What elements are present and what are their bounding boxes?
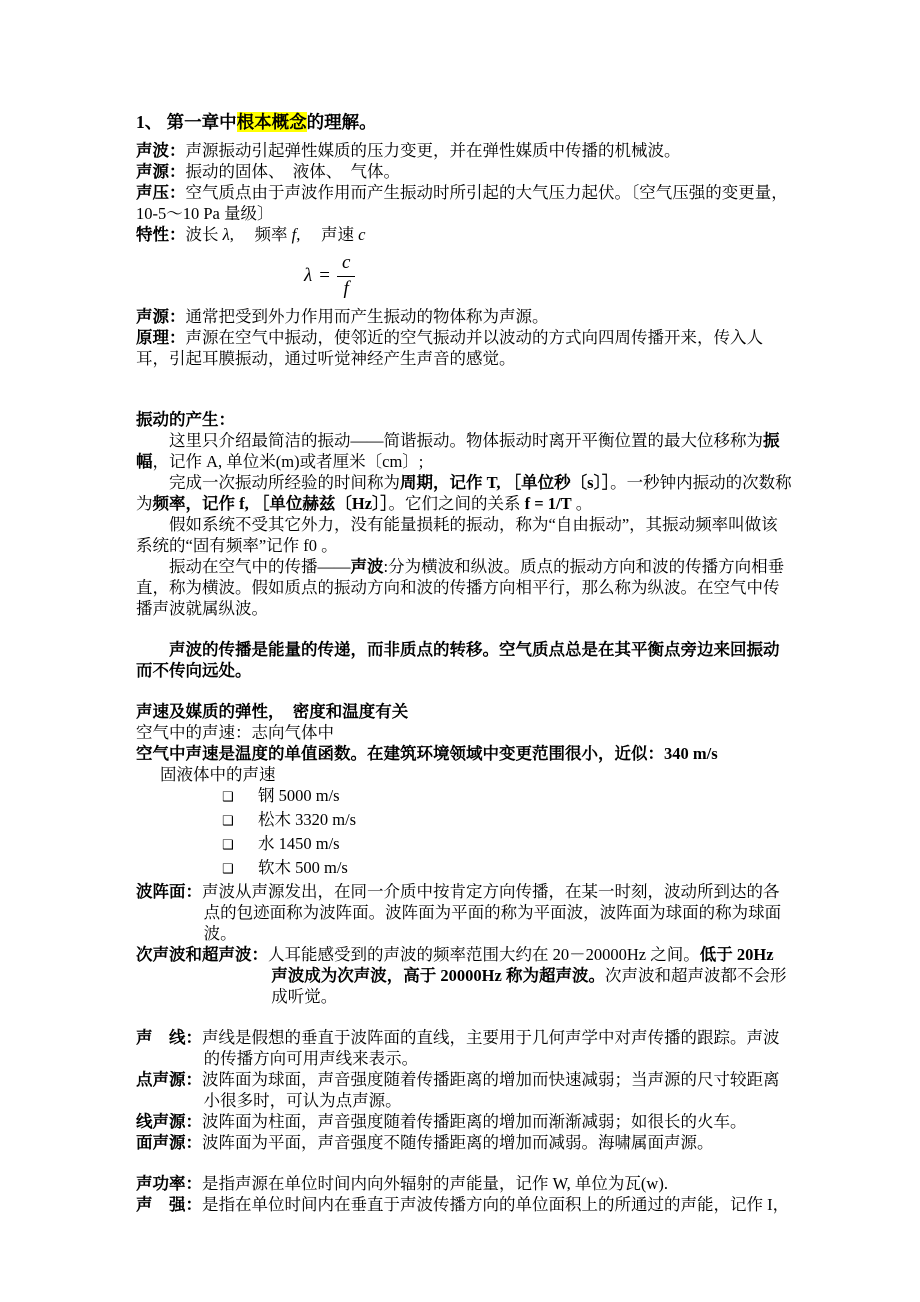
paragraph [136, 1173, 794, 1194]
paragraph [136, 327, 794, 369]
paragraph [136, 182, 794, 224]
fraction-numerator: c [337, 253, 355, 277]
text-run: 原理： [136, 327, 186, 347]
text-run: :分为横波和纵波。质点的振动方向和波的传播方向相垂直，称为横波。假如质点的振动方向和波的传播方向相平行，那么称为纵波。在空气中传播声波就属纵波。 [136, 556, 785, 618]
text-run: 线声源： [136, 1111, 202, 1131]
text-run: 周期，记作 T, ［单位秒〔s〕］ [400, 472, 611, 492]
paragraph [136, 1111, 794, 1132]
text-run: 声压： [136, 183, 186, 202]
spacer [136, 389, 794, 409]
text-run: 波阵面为球面，声音强度随着传播距离的增加而快速减弱；当声源的尺寸较距离小很多时，可认为点声源。 [202, 1069, 780, 1110]
text-run: 振动的产生： [136, 409, 235, 429]
spacer [136, 619, 794, 639]
text-run: 次声波和超声波都不会形成听觉。 [271, 965, 787, 1006]
text-run: 空气中的声速：志向气体中 [136, 722, 334, 742]
text-run: 次声波和超声波： [136, 944, 268, 964]
text-run: 完成一次振动所经验的时间称为 [169, 472, 400, 492]
text-run: 声 强： [136, 1194, 202, 1214]
text-run: 声源在空气中振动，使邻近的空气振动并以波动的方式向四周传播开来，传入人耳，引起耳膜振动，通过听觉神经产生声音的感觉。 [136, 327, 763, 368]
list-item [136, 785, 794, 809]
text-run: 固液体中的声速 [160, 764, 276, 784]
text-run: 特性： [136, 225, 186, 244]
text-run: λ [222, 225, 230, 244]
text-run: 假如系统不受其它外力，没有能量损耗的振动，称为“自由振动”，其振动频率叫做该系统的“固有频率”记作 f0 。 [136, 514, 778, 555]
text-run: 是指在单位时间内在垂直于声波传播方向的单位面积上的所通过的声能，记作 I， [202, 1194, 790, 1214]
paragraph [136, 1069, 794, 1111]
formula-lhs: λ [304, 264, 313, 286]
square-bullet-icon: ❑ [222, 813, 234, 829]
text-run: , 声速 [296, 225, 359, 244]
paragraph [136, 639, 794, 681]
text-run: f = 1/T [524, 493, 572, 513]
paragraph [136, 514, 794, 556]
square-bullet-icon: ❑ [222, 861, 234, 877]
text-run: 声线是假想的垂直于波阵面的直线，主要用于几何声学中对声传播的跟踪。声波的传播方向可用声线来表示。 [202, 1027, 780, 1068]
paragraph [136, 430, 794, 472]
spacer [136, 1007, 794, 1027]
text-run: 低于 20Hz 声波成为次声波，高于 20000Hz 称为超声波。 [271, 944, 774, 985]
text-run: f [291, 225, 297, 244]
square-bullet-icon: ❑ [222, 837, 234, 853]
list-item-text: 松木 3320 m/s [258, 809, 357, 829]
text-run: , 频率 [229, 225, 292, 244]
text-run: 声波 [350, 556, 384, 576]
paragraph [136, 1132, 794, 1153]
paragraph [136, 722, 794, 743]
list-item [136, 833, 794, 857]
text-run: 的理解。 [306, 112, 377, 132]
paragraph [136, 1027, 794, 1069]
paragraph [136, 701, 794, 722]
paragraph [136, 556, 794, 619]
document-body [136, 110, 794, 1215]
text-run: 波阵面为平面，声音强度不随传播距离的增加而减弱。海啸属面声源。 [202, 1132, 714, 1152]
paragraph [136, 743, 794, 764]
page-heading [136, 110, 794, 135]
paragraph [136, 881, 794, 944]
paragraph [136, 161, 794, 182]
paragraph [136, 944, 794, 1007]
text-run: 人耳能感受到的声波的频率范围大约在 20－20000Hz 之间。 [268, 944, 700, 964]
fraction [337, 253, 355, 300]
list-item-text: 软木 500 m/s [258, 857, 348, 877]
square-bullet-icon: ❑ [222, 789, 234, 805]
equals-sign: = [319, 264, 330, 286]
spacer [136, 369, 794, 389]
text-run: 是指声源在单位时间内向外辐射的声能量，记作 W, 单位为瓦(w). [202, 1173, 668, 1193]
text-run: 1、 第一章中 [136, 112, 237, 132]
text-run: 。 [571, 493, 593, 513]
fraction-denominator: f [343, 277, 349, 299]
text-run: 。一秒钟内振动的次数称为 [136, 472, 792, 513]
text-run: 声速及媒质的弹性， 密度和温度有关 [136, 701, 409, 721]
paragraph [136, 306, 794, 327]
paragraph [160, 764, 794, 785]
list-item [136, 809, 794, 833]
text-run: 声源： [136, 306, 186, 326]
paragraph [136, 409, 794, 430]
list-item-text: 水 1450 m/s [258, 833, 340, 853]
text-run: 面声源： [136, 1132, 202, 1152]
text-run: 声波： [136, 141, 186, 160]
paragraph [136, 224, 794, 245]
text-run: 点声源： [136, 1069, 202, 1089]
text-run: 振动的固体、 液体、 气体。 [185, 162, 400, 181]
text-run: 振动在空气中的传播—— [169, 556, 351, 576]
paragraph [136, 472, 794, 514]
spacer [136, 681, 794, 701]
text-run: 波长 [185, 225, 223, 244]
text-run: 频率，记作 f, ［单位赫兹〔Hz〕］ [152, 493, 389, 513]
spacer [136, 1153, 794, 1173]
text-run: 这里只介绍最简洁的振动——简谐振动。物体振动时离开平衡位置的最大位移称为 [169, 430, 763, 450]
highlighted-phrase: 根本概念 [236, 112, 307, 132]
paragraph [136, 140, 794, 161]
text-run: 振幅 [136, 430, 780, 471]
text-run: 波阵面为柱面，声音强度随着传播距离的增加而渐渐减弱；如很长的火车。 [202, 1111, 747, 1131]
text-run: 声功率： [136, 1173, 202, 1193]
text-run: 。它们之间的关系 [388, 493, 525, 513]
text-run: 声波的传播是能量的传递，而非质点的转移。空气质点总是在其平衡点旁边来回振动而不传向远处。 [136, 639, 780, 680]
text-run: ，记作 A, 单位米(m)或者厘米〔cm〕; [152, 451, 424, 471]
text-run: 波阵面： [136, 881, 202, 901]
list-item [136, 857, 794, 881]
text-run: 声源振动引起弹性媒质的压力变更，并在弹性媒质中传播的机械波。 [185, 141, 681, 160]
text-run: 空气中声速是温度的单值函数。在建筑环境领域中变更范围很小，近似：340 m/s [136, 743, 718, 763]
text-run: 空气质点由于声波作用而产生振动时所引起的大气压力起伏。〔空气压强的变更量，10-5～10 Pa 量级〕 [136, 183, 788, 223]
wavelength-formula [304, 253, 794, 300]
text-run: 声 线： [136, 1027, 202, 1047]
text-run: 声源： [136, 162, 186, 181]
paragraph [136, 1194, 794, 1215]
text-run: 通常把受到外力作用而产生振动的物体称为声源。 [185, 306, 549, 326]
list-item-text: 钢 5000 m/s [258, 785, 340, 805]
text-run: 声波从声源发出，在同一介质中按肯定方向传播，在某一时刻，波动所到达的各点的包迹面称为波阵面。波阵面为平面的称为平面波，波阵面为球面的称为球面波。 [202, 881, 782, 943]
text-run: c [358, 225, 366, 244]
